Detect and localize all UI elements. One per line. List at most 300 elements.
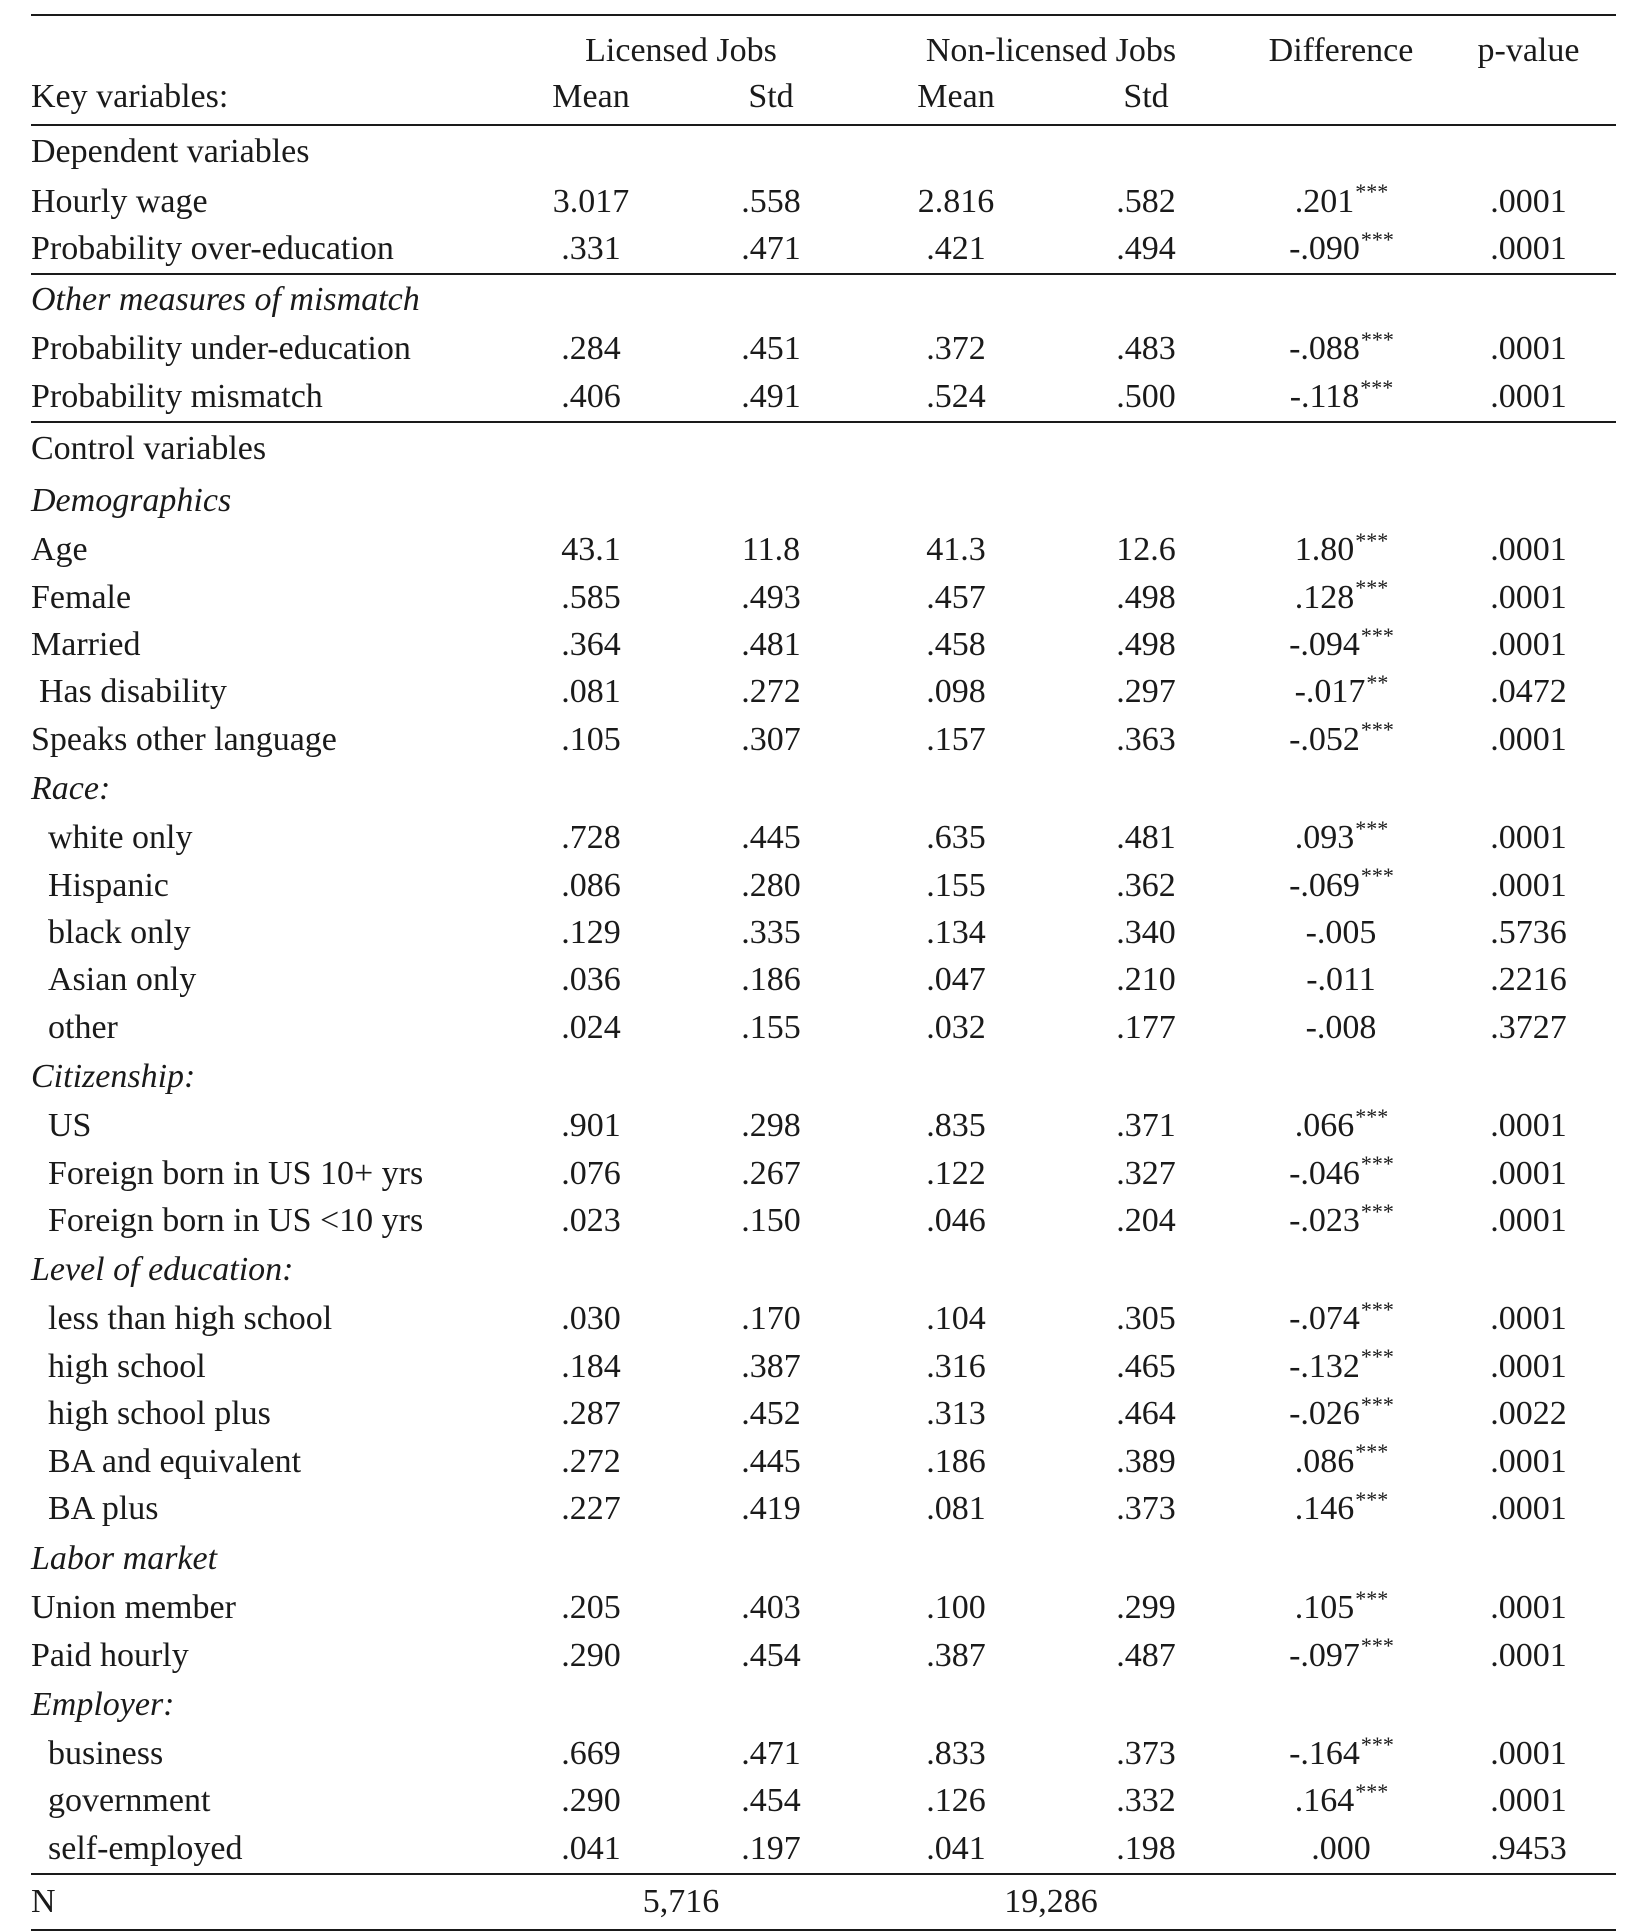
difference-cell	[1241, 527, 1441, 574]
licensed-std-cell: .454	[741, 1782, 801, 1820]
nonlicensed-mean-cell: .122	[926, 1154, 986, 1192]
licensed-std-cell: .445	[741, 1442, 801, 1480]
nonlicensed-mean-cell: 2.816	[917, 182, 995, 220]
difference-cell	[1241, 1150, 1441, 1197]
difference-cell	[1241, 1004, 1441, 1051]
licensed-std-cell: .170	[741, 1300, 801, 1338]
table-row	[31, 1102, 1616, 1149]
table-row	[31, 1585, 1616, 1632]
difference-cell	[1241, 178, 1441, 225]
difference-value: -.005	[1305, 913, 1377, 951]
table-row	[31, 326, 1616, 373]
nonlicensed-std-cell: .498	[1116, 578, 1176, 616]
pvalue-cell: .0001	[1490, 1782, 1567, 1820]
nonlicensed-std-cell: .363	[1116, 720, 1176, 758]
difference-cell	[1241, 1390, 1441, 1437]
table-row	[31, 1296, 1616, 1343]
licensed-std-cell: .298	[741, 1107, 801, 1145]
licensed-mean-cell: .290	[561, 1636, 621, 1674]
licensed-mean-cell: .076	[561, 1154, 621, 1192]
sample-size-row	[31, 1874, 1616, 1930]
pvalue-cell: .0001	[1490, 1107, 1567, 1145]
significance-stars: ***	[1355, 527, 1389, 553]
variable-label: less than high school	[48, 1300, 333, 1338]
variable-label: Probability mismatch	[31, 373, 501, 421]
nonlicensed-mean-cell: .316	[926, 1347, 986, 1385]
nonlicensed-std-cell: .464	[1116, 1395, 1176, 1433]
difference-cell	[1241, 1778, 1441, 1825]
licensed-std-cell: .387	[741, 1347, 801, 1385]
difference-cell	[1241, 1438, 1441, 1485]
table-row	[31, 621, 1616, 668]
difference-cell	[1241, 669, 1441, 716]
subsection-label: Race:	[31, 770, 111, 808]
pvalue-cell: .2216	[1490, 961, 1567, 999]
licensed-std-cell: .471	[741, 1735, 801, 1773]
table-row	[31, 373, 1616, 421]
difference-cell	[1241, 1197, 1441, 1244]
pvalue-cell: .0001	[1441, 373, 1616, 421]
pvalue-cell: .0001	[1490, 1154, 1567, 1192]
difference-value: 1.80	[1294, 531, 1355, 569]
nonlicensed-mean-cell: .458	[926, 626, 986, 664]
nonlicensed-std-cell: .198	[1116, 1829, 1176, 1867]
difference-value: -.090	[1289, 230, 1360, 268]
licensed-mean-cell: .024	[561, 1008, 621, 1046]
group-header-row	[31, 15, 1616, 70]
licensed-std-cell: 11.8	[741, 531, 801, 569]
difference-value: -.008	[1305, 1008, 1377, 1046]
licensed-mean-cell: .227	[561, 1489, 621, 1527]
difference-cell	[1241, 621, 1441, 668]
variable-label: Married	[31, 626, 141, 664]
difference-cell	[1241, 1485, 1441, 1532]
difference-value: -.132	[1289, 1347, 1360, 1385]
difference-value: -.052	[1289, 720, 1360, 758]
difference-value: .128	[1294, 578, 1355, 616]
significance-stars: ***	[1355, 1103, 1389, 1129]
licensed-std-cell: .267	[741, 1154, 801, 1192]
nonlicensed-mean-cell: .047	[926, 961, 986, 999]
nonlicensed-mean-cell: .635	[926, 819, 986, 857]
licensed-mean-cell: .041	[561, 1829, 621, 1867]
nonlicensed-mean-cell: .155	[926, 866, 986, 904]
significance-stars: ***	[1360, 1391, 1394, 1417]
difference-header: Difference	[1268, 32, 1414, 69]
nonlicensed-mean-cell: .421	[861, 225, 1051, 273]
significance-stars: ***	[1360, 1731, 1394, 1757]
heading-row	[31, 274, 1616, 326]
nonlicensed-std-cell: .332	[1116, 1782, 1176, 1820]
difference-value: .086	[1294, 1442, 1355, 1480]
nonlicensed-mean-cell: .041	[926, 1829, 986, 1867]
difference-cell	[1241, 815, 1441, 862]
significance-stars: ***	[1355, 1439, 1389, 1465]
licensed-std-cell: .155	[741, 1008, 801, 1046]
difference-value: .093	[1294, 819, 1355, 857]
table-row	[31, 909, 1616, 956]
pvalue-cell: .0001	[1490, 1347, 1567, 1385]
variable-label: Foreign born in US <10 yrs	[48, 1201, 424, 1239]
key-variables-header: Key variables:	[31, 78, 229, 115]
licensed-mean-cell: .272	[561, 1442, 621, 1480]
difference-cell	[1241, 1296, 1441, 1343]
difference-value: .164	[1294, 1782, 1355, 1820]
variable-label: BA plus	[48, 1489, 159, 1527]
nonlicensed-std-cell: .373	[1116, 1735, 1176, 1773]
significance-stars: ***	[1360, 327, 1394, 353]
table-row	[31, 1438, 1616, 1485]
section-heading: Dependent variables	[31, 133, 310, 170]
subsection-label: Citizenship:	[31, 1057, 196, 1095]
summary-statistics-table	[31, 14, 1616, 1931]
nonlicensed-std-cell: .340	[1116, 913, 1176, 951]
difference-value: -.017	[1294, 673, 1366, 711]
significance-stars: ***	[1355, 1585, 1389, 1611]
difference-value: -.026	[1289, 1395, 1360, 1433]
licensed-std-cell: .558	[741, 182, 801, 220]
table-row	[31, 815, 1616, 862]
nonlicensed-std-cell: .487	[1116, 1636, 1176, 1674]
nonlicensed-std-cell: .373	[1116, 1489, 1176, 1527]
pvalue-cell: .0001	[1441, 225, 1616, 273]
sample-size-blank-diff	[1241, 1874, 1441, 1930]
licensed-std-cell: .493	[741, 578, 801, 616]
nonlicensed-mean-cell: .186	[926, 1442, 986, 1480]
licensed-mean-cell: .105	[561, 720, 621, 758]
licensed-mean-cell: .364	[561, 626, 621, 664]
licensed-std-cell: .454	[741, 1636, 801, 1674]
licensed-std-header: Std	[748, 78, 794, 115]
licensed-std-cell: .280	[741, 866, 801, 904]
significance-stars: ***	[1360, 622, 1394, 648]
nonlicensed-std-cell: 12.6	[1116, 531, 1176, 569]
difference-cell	[1241, 909, 1441, 956]
licensed-std-cell: .150	[741, 1201, 801, 1239]
pvalue-cell: .0001	[1490, 531, 1567, 569]
sample-size-label: N	[31, 1874, 501, 1930]
licensed-mean-header: Mean	[552, 78, 630, 115]
pvalue-cell: .9453	[1490, 1829, 1567, 1867]
nonlicensed-mean-cell: .032	[926, 1008, 986, 1046]
nonlicensed-mean-cell: .104	[926, 1300, 986, 1338]
variable-label: high school	[48, 1347, 206, 1385]
difference-cell	[1241, 1585, 1441, 1632]
variable-label: white only	[48, 819, 193, 857]
licensed-mean-cell: .585	[561, 578, 621, 616]
category-heading: Labor market	[31, 1539, 218, 1577]
pvalue-cell: .3727	[1490, 1008, 1567, 1046]
column-header-row	[31, 70, 1616, 125]
variable-label: other	[48, 1008, 118, 1046]
nonlicensed-mean-cell: .134	[926, 913, 986, 951]
significance-stars: ***	[1360, 374, 1394, 400]
significance-stars: ***	[1360, 1633, 1394, 1659]
pvalue-cell: .0472	[1490, 673, 1567, 711]
nonlicensed-mean-cell: .313	[926, 1395, 986, 1433]
licensed-mean-cell: .287	[561, 1395, 621, 1433]
significance-stars: ***	[1355, 815, 1389, 841]
nonlicensed-mean-header: Mean	[917, 78, 995, 115]
licensed-mean-cell: 3.017	[552, 182, 630, 220]
variable-label: business	[48, 1735, 164, 1773]
pvalue-cell: .0001	[1490, 1589, 1567, 1627]
variable-label: Union member	[31, 1589, 236, 1627]
pvalue-cell: .0001	[1490, 1735, 1567, 1773]
pvalue-cell: .0001	[1490, 578, 1567, 616]
heading-row	[31, 1533, 1616, 1585]
licensed-mean-cell: .081	[561, 673, 621, 711]
blank-header-cell	[31, 15, 501, 70]
nonlicensed-mean-cell: .372	[926, 330, 986, 368]
difference-subheader-blank	[1241, 70, 1441, 125]
nonlicensed-mean-cell: .457	[926, 578, 986, 616]
nonlicensed-std-cell: .210	[1116, 961, 1176, 999]
licensed-std-cell: .471	[681, 225, 861, 273]
difference-cell	[1241, 862, 1441, 909]
variable-label: black only	[48, 913, 191, 951]
licensed-mean-cell: .086	[561, 866, 621, 904]
table-row	[31, 669, 1616, 716]
difference-value: -.088	[1289, 330, 1360, 368]
licensed-mean-cell: .406	[501, 373, 681, 421]
difference-value: -.094	[1289, 626, 1360, 664]
licensed-mean-cell: .129	[561, 913, 621, 951]
licensed-sample-size: 5,716	[501, 1874, 861, 1930]
licensed-mean-cell: .036	[561, 961, 621, 999]
difference-cell	[1241, 225, 1441, 273]
significance-stars: ***	[1355, 179, 1389, 205]
nonlicensed-std-cell: .389	[1116, 1442, 1176, 1480]
table-row	[31, 178, 1616, 225]
table-row	[31, 1150, 1616, 1197]
difference-cell	[1241, 1730, 1441, 1777]
significance-stars: ***	[1355, 575, 1389, 601]
difference-value: .146	[1294, 1489, 1355, 1527]
significance-stars: **	[1366, 670, 1389, 696]
variable-label: US	[48, 1107, 92, 1145]
difference-value: -.069	[1289, 866, 1360, 904]
pvalue-subheader-blank	[1441, 70, 1616, 125]
pvalue-cell: .0001	[1490, 1201, 1567, 1239]
nonlicensed-mean-cell: .098	[926, 673, 986, 711]
difference-value: .105	[1294, 1589, 1355, 1627]
licensed-mean-cell: .030	[561, 1300, 621, 1338]
nonlicensed-std-cell: .481	[1116, 819, 1176, 857]
licensed-std-cell: .197	[741, 1829, 801, 1867]
table-row	[31, 225, 1616, 273]
nonlicensed-std-header: Std	[1123, 78, 1169, 115]
pvalue-cell: .0001	[1490, 1636, 1567, 1674]
difference-value: .201	[1294, 182, 1355, 220]
significance-stars: ***	[1360, 1344, 1394, 1370]
variable-label: BA and equivalent	[48, 1442, 302, 1480]
licensed-std-cell: .451	[741, 330, 801, 368]
variable-label: self-employed	[48, 1829, 243, 1867]
variable-label: Paid hourly	[31, 1636, 189, 1674]
heading-row	[31, 475, 1616, 527]
subsection-label: Other measures of mismatch	[31, 281, 420, 319]
heading-row	[31, 422, 1616, 475]
licensed-mean-cell: .023	[561, 1201, 621, 1239]
table-row	[31, 1632, 1616, 1679]
difference-value: -.074	[1289, 1300, 1360, 1338]
significance-stars: ***	[1360, 1297, 1394, 1322]
variable-label: Female	[31, 578, 132, 616]
licensed-std-cell: .491	[681, 373, 861, 421]
variable-label: Probability over-education	[31, 225, 501, 273]
difference-value: -.023	[1289, 1201, 1360, 1239]
difference-value: .066	[1294, 1107, 1355, 1145]
nonlicensed-std-cell: .465	[1116, 1347, 1176, 1385]
licensed-mean-cell: .669	[561, 1735, 621, 1773]
pvalue-cell: .0001	[1490, 182, 1567, 220]
nonlicensed-mean-cell: .157	[926, 720, 986, 758]
nonlicensed-mean-cell: .100	[926, 1589, 986, 1627]
table-row	[31, 1825, 1616, 1873]
nonlicensed-mean-cell: .126	[926, 1782, 986, 1820]
licensed-std-cell: .272	[741, 673, 801, 711]
licensed-mean-cell: .728	[561, 819, 621, 857]
nonlicensed-mean-cell: .046	[926, 1201, 986, 1239]
variable-label: Hourly wage	[31, 182, 208, 220]
licensed-mean-cell: .331	[501, 225, 681, 273]
difference-cell	[1241, 373, 1441, 421]
difference-value: -.046	[1289, 1154, 1360, 1192]
table-row	[31, 1390, 1616, 1437]
table-row	[31, 862, 1616, 909]
heading-row	[31, 1051, 1616, 1102]
licensed-std-cell: .307	[741, 720, 801, 758]
table-row	[31, 957, 1616, 1004]
pvalue-cell: .0001	[1490, 819, 1567, 857]
nonlicensed-std-cell: .483	[1116, 330, 1176, 368]
heading-row	[31, 764, 1616, 815]
significance-stars: ***	[1360, 717, 1394, 743]
difference-value: -.011	[1306, 961, 1376, 999]
licensed-std-cell: .335	[741, 913, 801, 951]
variable-label: Asian only	[48, 961, 197, 999]
nonlicensed-mean-cell: .524	[861, 373, 1051, 421]
pvalue-cell: .5736	[1490, 913, 1567, 951]
table-row	[31, 1778, 1616, 1825]
nonlicensed-std-cell: .204	[1116, 1201, 1176, 1239]
table-row	[31, 527, 1616, 574]
difference-cell	[1241, 1825, 1441, 1873]
licensed-mean-cell: 43.1	[561, 531, 621, 569]
nonlicensed-mean-cell: .387	[926, 1636, 986, 1674]
difference-cell	[1241, 1343, 1441, 1390]
nonlicensed-std-cell: .177	[1116, 1008, 1176, 1046]
table-row	[31, 1197, 1616, 1244]
difference-value: -.118	[1289, 377, 1360, 415]
licensed-mean-cell: .205	[561, 1589, 621, 1627]
variable-label: high school plus	[48, 1395, 271, 1433]
variable-label: Has disability	[39, 673, 227, 711]
difference-cell	[1241, 716, 1441, 763]
pvalue-cell: .0001	[1490, 1489, 1567, 1527]
category-heading: Demographics	[31, 481, 232, 519]
significance-stars: ***	[1355, 1779, 1389, 1805]
significance-stars: ***	[1360, 1198, 1394, 1224]
nonlicensed-std-cell: .299	[1116, 1589, 1176, 1627]
heading-row	[31, 1245, 1616, 1296]
licensed-mean-cell: .284	[561, 330, 621, 368]
variable-label: Hispanic	[48, 866, 169, 904]
pvalue-cell: .0001	[1490, 626, 1567, 664]
nonlicensed-mean-cell: .081	[926, 1489, 986, 1527]
pvalue-header: p-value	[1477, 32, 1580, 69]
pvalue-cell: .0001	[1490, 866, 1567, 904]
variable-label: government	[48, 1782, 211, 1820]
variable-label: Speaks other language	[31, 720, 337, 758]
table-row	[31, 1485, 1616, 1532]
nonlicensed-std-cell: .297	[1116, 673, 1176, 711]
section-heading: Control variables	[31, 429, 267, 467]
variable-label: Age	[31, 531, 88, 569]
difference-cell	[1241, 957, 1441, 1004]
licensed-std-cell: .419	[741, 1489, 801, 1527]
difference-cell	[1241, 326, 1441, 373]
licensed-mean-cell: .184	[561, 1347, 621, 1385]
subsection-label: Level of education:	[31, 1251, 294, 1289]
table-row	[31, 574, 1616, 621]
licensed-std-cell: .452	[741, 1395, 801, 1433]
nonlicensed-mean-cell: .833	[926, 1735, 986, 1773]
heading-row	[31, 125, 1616, 178]
nonlicensed-std-cell: .305	[1116, 1300, 1176, 1338]
pvalue-cell: .0022	[1490, 1395, 1567, 1433]
sample-size-blank-pvalue	[1441, 1874, 1616, 1930]
pvalue-cell: .0001	[1490, 1300, 1567, 1338]
heading-row	[31, 1679, 1616, 1730]
licensed-std-cell: .481	[741, 626, 801, 664]
nonlicensed-sample-size: 19,286	[861, 1874, 1241, 1930]
nonlicensed-mean-cell: .835	[926, 1107, 986, 1145]
nonlicensed-std-cell: .494	[1051, 225, 1241, 273]
table-row	[31, 1004, 1616, 1051]
licensed-mean-cell: .290	[561, 1782, 621, 1820]
nonlicensed-std-cell: .498	[1116, 626, 1176, 664]
nonlicensed-std-cell: .582	[1116, 182, 1176, 220]
table-row	[31, 1730, 1616, 1777]
pvalue-cell: .0001	[1490, 720, 1567, 758]
nonlicensed-std-cell: .371	[1116, 1107, 1176, 1145]
nonlicensed-mean-cell: 41.3	[926, 531, 986, 569]
table-body	[31, 125, 1616, 1874]
pvalue-cell: .0001	[1490, 1442, 1567, 1480]
significance-stars: ***	[1360, 226, 1394, 252]
variable-label: Probability under-education	[31, 330, 411, 368]
difference-value: -.097	[1289, 1636, 1360, 1674]
difference-cell	[1241, 574, 1441, 621]
significance-stars: ***	[1355, 1486, 1389, 1512]
difference-cell	[1241, 1102, 1441, 1149]
significance-stars: ***	[1360, 863, 1394, 889]
table-row	[31, 716, 1616, 763]
variable-label: Foreign born in US 10+ yrs	[48, 1154, 424, 1192]
licensed-std-cell: .186	[741, 961, 801, 999]
nonlicensed-std-cell: .500	[1051, 373, 1241, 421]
table-row	[31, 1343, 1616, 1390]
subsection-label: Employer:	[31, 1685, 175, 1723]
nonlicensed-jobs-header: Non-licensed Jobs	[925, 32, 1177, 69]
difference-cell	[1241, 1632, 1441, 1679]
licensed-mean-cell: .901	[561, 1107, 621, 1145]
pvalue-cell: .0001	[1490, 330, 1567, 368]
licensed-jobs-header: Licensed Jobs	[585, 32, 777, 69]
difference-value: -.164	[1289, 1735, 1360, 1773]
